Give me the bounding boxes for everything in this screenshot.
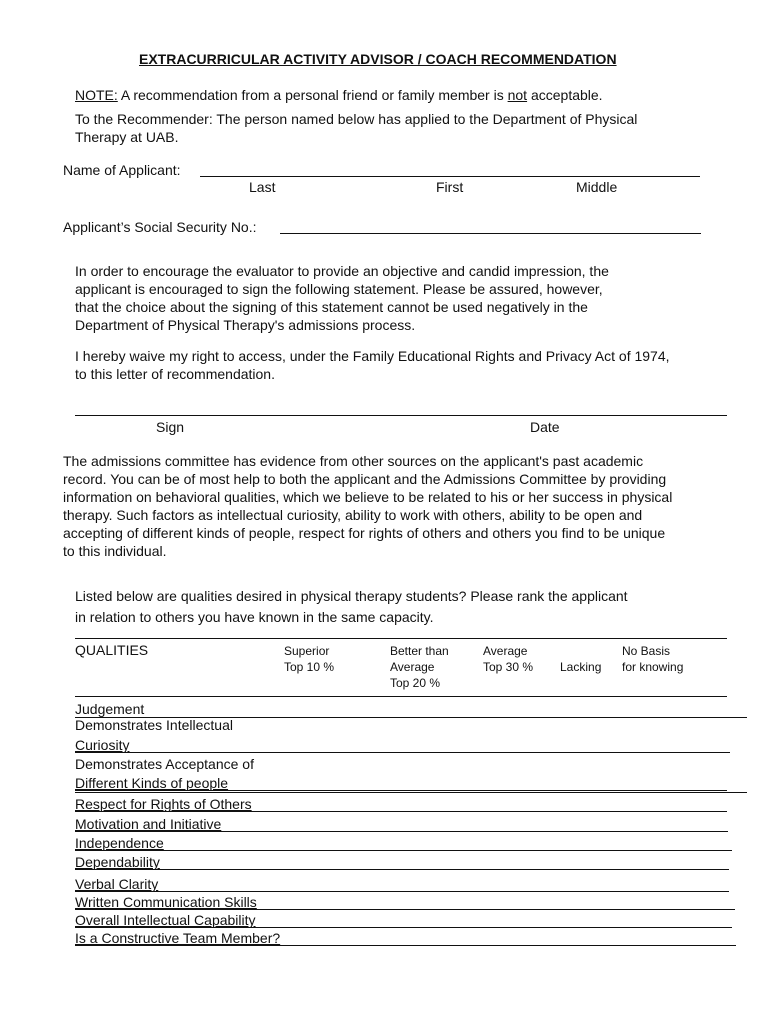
curiosity-rule[interactable] <box>75 752 730 753</box>
quality-respect: Respect for Rights of Others <box>75 796 252 812</box>
committee-line: to this individual. <box>63 543 167 559</box>
name-last-label: Last <box>249 179 276 195</box>
dependability-rule[interactable] <box>75 869 729 870</box>
waiver-statement-line: to this letter of recommendation. <box>75 366 275 382</box>
verbal-rule[interactable] <box>75 891 729 892</box>
committee-paragraph <box>63 452 672 560</box>
note-text-before: A recommendation from a personal friend or family member is <box>117 87 508 103</box>
team-rule[interactable] <box>75 945 736 946</box>
respect-rule[interactable] <box>75 811 727 812</box>
applicant-name-line[interactable] <box>200 176 700 177</box>
header-better <box>390 643 449 691</box>
committee-line: therapy. Such factors as intellectual curiosity, ability to work with others, ability to be open and <box>63 507 643 523</box>
ssn-label: Applicant’s Social Security No.: <box>63 219 257 235</box>
overall-rule[interactable] <box>75 927 732 928</box>
quality-written: Written Communication Skills <box>75 894 257 910</box>
waiver-intro-line: In order to encourage the evaluator to provide an objective and candid impression, the <box>75 263 609 279</box>
to-recommender-line: Therapy at UAB. <box>75 129 179 145</box>
quality-acceptance-line1: Demonstrates Acceptance of <box>75 756 254 772</box>
page-title: EXTRACURRICULAR ACTIVITY ADVISOR / COACH RECOMMENDATION <box>139 51 617 67</box>
waiver-intro <box>75 262 609 334</box>
name-middle-label: Middle <box>576 179 618 195</box>
independence-rule[interactable] <box>75 850 732 851</box>
header-no-basis <box>622 643 683 675</box>
signature-line[interactable] <box>75 415 727 416</box>
applicant-name-label: Name of Applicant: <box>63 162 181 178</box>
ranking-intro-line: in relation to others you have known in the same capacity. <box>75 609 434 625</box>
quality-acceptance-line2: Different Kinds of people <box>75 775 229 791</box>
committee-line: The admissions committee has evidence from other sources on the applicant's past academic <box>63 453 644 469</box>
motivation-rule[interactable] <box>75 831 728 832</box>
to-recommender <box>75 110 637 146</box>
header-qualities: QUALITIES <box>75 642 149 658</box>
written-rule[interactable] <box>75 909 735 910</box>
ranking-intro-line: Listed below are qualities desired in physical therapy students? Please rank the applicant <box>75 588 628 604</box>
committee-line: record. You can be of most help to both the applicant and the Admissions Committee by providing <box>63 471 667 487</box>
header-no-basis-line: No Basis <box>622 644 671 658</box>
header-superior <box>284 643 334 675</box>
name-first-label: First <box>436 179 464 195</box>
header-superior-line: Superior <box>284 644 330 658</box>
header-better-line: Better than <box>390 644 449 658</box>
acceptance-rule[interactable] <box>75 790 727 791</box>
table-header-rule <box>75 696 727 697</box>
committee-line: information on behavioral qualities, which we believe to be related to his or her success in physical <box>63 489 673 505</box>
waiver-intro-line: applicant is encouraged to sign the following statement. Please be assured, however, <box>75 281 603 297</box>
ranking-intro <box>75 586 628 628</box>
note-text-after: acceptable. <box>527 87 603 103</box>
quality-curiosity-line2: Curiosity <box>75 737 130 753</box>
quality-independence: Independence <box>75 835 164 851</box>
sign-label: Sign <box>156 419 185 435</box>
committee-line: accepting of different kinds of people, respect for rights of others and others you find to be unique <box>63 525 666 541</box>
header-superior-line: Top 10 % <box>284 660 335 674</box>
quality-team: Is a Constructive Team Member? <box>75 930 281 946</box>
header-average-line: Average <box>483 644 528 658</box>
header-lacking: Lacking <box>560 660 602 674</box>
note <box>75 86 603 104</box>
header-no-basis-line: for knowing <box>622 660 684 674</box>
note-emphasis: not <box>507 87 528 103</box>
waiver-intro-line: that the choice about the signing of this statement cannot be used negatively in the <box>75 299 588 315</box>
header-better-line: Average <box>390 660 435 674</box>
quality-verbal: Verbal Clarity <box>75 876 159 892</box>
quality-overall: Overall Intellectual Capability <box>75 912 256 928</box>
waiver-intro-line: Department of Physical Therapy's admissions process. <box>75 317 416 333</box>
note-label: NOTE: <box>75 87 118 103</box>
waiver-statement-line: I hereby waive my right to access, under the Family Educational Rights and Privacy Act of 1974, <box>75 348 670 364</box>
ssn-line[interactable] <box>280 233 701 234</box>
quality-curiosity-line1: Demonstrates Intellectual <box>75 717 233 733</box>
quality-dependability: Dependability <box>75 854 160 870</box>
table-top-rule <box>75 638 727 639</box>
header-average-line: Top 30 % <box>483 660 534 674</box>
quality-motivation: Motivation and Initiative <box>75 816 222 832</box>
header-average <box>483 643 533 675</box>
date-label: Date <box>530 419 560 435</box>
header-better-line: Top 20 % <box>390 676 441 690</box>
waiver-statement <box>75 347 670 383</box>
to-recommender-line: To the Recommender: The person named below has applied to the Department of Physical <box>75 111 638 127</box>
acceptance-rule-extra <box>75 792 747 793</box>
quality-judgement: Judgement <box>75 701 145 717</box>
